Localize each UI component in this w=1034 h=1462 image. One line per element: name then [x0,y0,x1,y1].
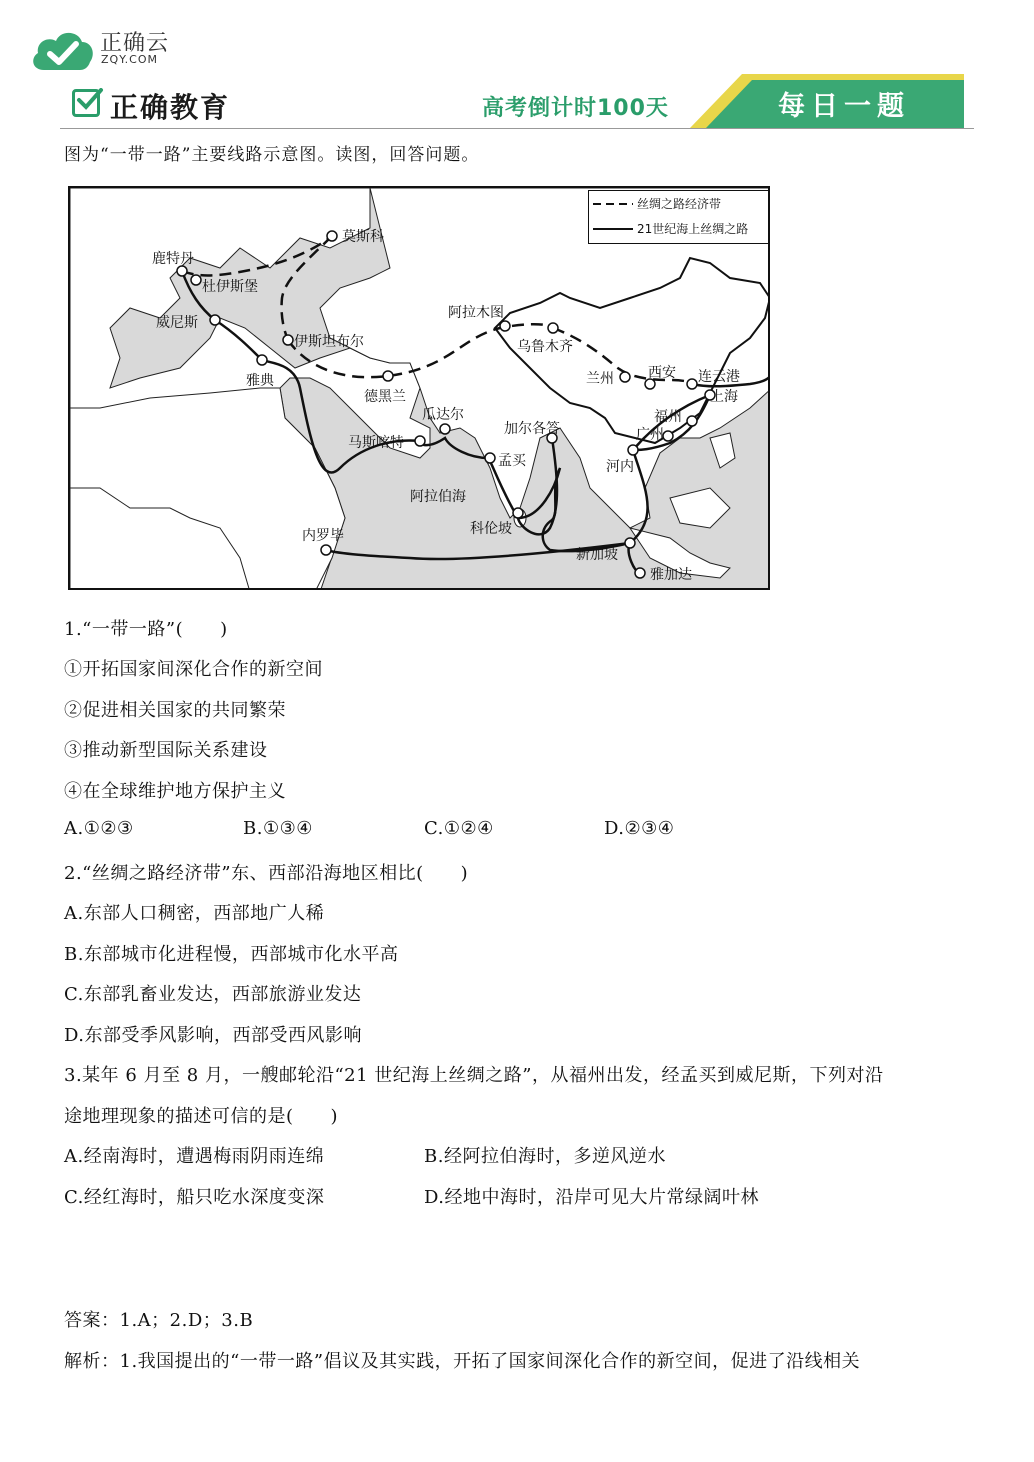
legend-land-route: 丝绸之路经济带 [637,197,722,211]
belt-road-map [68,186,770,590]
city-label: 瓜达尔 [422,407,464,423]
q3-option-a: A.经南海时，遭遇梅雨阴雨连绵 [64,1146,325,1167]
q2-option: D.东部受季风影响，西部受西风影响 [64,1025,363,1046]
city-label: 杜伊斯堡 [202,279,258,295]
q1-choice-d: D.②③④ [604,818,675,839]
q1-choice-c: C.①②④ [424,818,494,839]
city-label: 连云港 [698,369,740,385]
q2-option: A.东部人口稠密，西部地广人稀 [64,903,325,924]
q1-statement: ②促进相关国家的共同繁荣 [64,700,286,721]
question-2: 2.“丝绸之路经济带”东、西部沿海地区相比( ) [64,863,469,884]
brand-name: 正确云 [100,31,170,56]
city-label: 莫斯科 [342,229,384,245]
countdown-text: 高考倒计时100天 [482,96,669,121]
city-label: 雅加达 [650,567,692,583]
question-1: 1.“一带一路”( ) [64,619,228,640]
city-label: 内罗毕 [302,528,344,544]
question-3-cont: 途地理现象的描述可信的是( ) [64,1106,339,1127]
city-label: 威尼斯 [156,315,198,331]
q3-option-b: B.经阿拉伯海时，多逆风逆水 [424,1146,666,1167]
city-label: 上海 [710,389,738,405]
q3-option-d: D.经地中海时，沿岸可见大片常绿阔叶林 [424,1187,760,1208]
daily-question-label: 每日一题 [778,91,910,122]
q1-statement: ④在全球维护地方保护主义 [64,781,286,802]
q2-option: C.东部乳畜业发达，西部旅游业发达 [64,984,362,1005]
q1-choice-b: B.①③④ [243,818,313,839]
legend-sea-route: 21世纪海上丝绸之路 [637,222,749,236]
city-label: 雅典 [246,373,274,389]
region-label: 阿拉伯海 [410,489,466,505]
city-label: 兰州 [586,371,614,387]
analysis-line: 解析：1.我国提出的“一带一路”倡议及其实践，开拓了国家间深化合作的新空间，促进了沿线相关 [64,1351,861,1372]
q2-option: B.东部城市化进程慢，西部城市化水平高 [64,944,399,965]
city-label: 阿拉木图 [448,305,504,321]
city-label: 加尔各答 [504,421,560,437]
q1-statement: ①开拓国家间深化合作的新空间 [64,659,323,680]
city-label: 科伦坡 [470,521,512,537]
city-label: 孟买 [498,453,526,469]
city-label: 乌鲁木齐 [517,339,573,355]
brand-url: ZQY.COM [101,53,159,66]
q1-choice-a: A.①②③ [64,818,134,839]
city-label: 马斯喀特 [348,435,404,451]
city-label: 福州 [654,409,682,425]
intro-text: 图为“一带一路”主要线路示意图。读图，回答问题。 [64,145,480,165]
q1-statement: ③推动新型国际关系建设 [64,740,268,761]
city-label: 伊斯坦布尔 [294,334,364,350]
city-label: 广州 [636,427,664,443]
answer-line: 答案：1.A；2.D；3.B [64,1310,254,1331]
check-icon [72,89,100,117]
q3-option-c: C.经红海时，船只吃水深度变深 [64,1187,325,1208]
city-label: 河内 [606,459,634,475]
city-label: 新加坡 [576,547,618,563]
city-label: 鹿特丹 [152,251,194,267]
header-title: 正确教育 [110,91,231,124]
map-legend [588,190,770,244]
city-label: 德黑兰 [364,389,406,405]
header-divider [60,128,974,129]
question-3: 3.某年 6 月至 8 月，一艘邮轮沿“21 世纪海上丝绸之路”，从福州出发，经孟买到威尼斯，下列对沿 [64,1065,884,1086]
city-label: 西安 [648,365,676,381]
